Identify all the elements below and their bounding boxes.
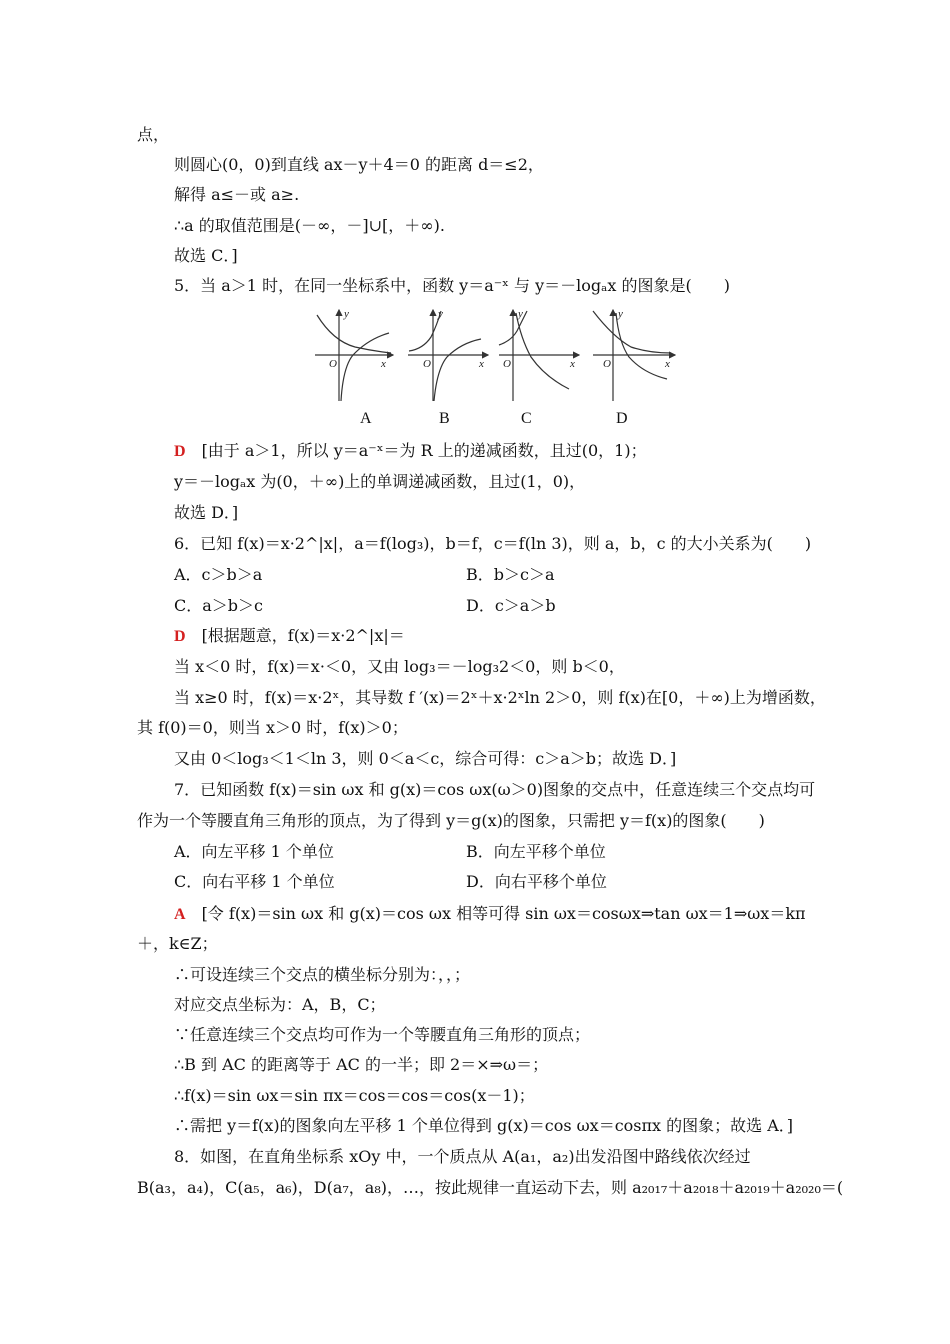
text-line: 又由 0＜log₃＜1＜ln 3，则 0＜a＜c，综合可得：c＞a＞b；故选 D．] xyxy=(174,749,677,768)
text-line: 解得 a≤－或 a≥. xyxy=(174,185,300,204)
origin-label: O xyxy=(329,358,337,370)
axis-label-y: y xyxy=(438,308,443,320)
text-line: 对应交点坐标为：A，B，C； xyxy=(174,995,386,1014)
axis-label-y: y xyxy=(518,308,523,320)
answer-badge: D xyxy=(174,628,186,645)
graph-b xyxy=(408,310,488,401)
text-line: 当 x≥0 时，f(x)＝x·2ˣ，其导数 f ′(x)＝2ˣ＋x·2ˣln 2＞0，则 f(x)在[0，＋∞)上为增函数， xyxy=(174,688,826,707)
axis-label-x: x xyxy=(381,358,386,370)
text-line: 故选 D．] xyxy=(174,503,239,522)
question-6: 6．已知 f(x)＝x·2^|x|，a＝f(log₃)，b＝f，c＝f(ln 3)，则 a，b，c 的大小关系为( ) xyxy=(174,534,812,553)
axis-label-y: y xyxy=(618,308,623,320)
text-line: ∴需把 y＝f(x)的图象向左平移 1 个单位得到 g(x)＝cos ωx＝cosπx 的图象；故选 A．] xyxy=(174,1116,794,1135)
option-c: C．a＞b＞c xyxy=(174,596,263,615)
solution-6: D [根据题意，f(x)＝x·2^|x|＝ xyxy=(174,626,405,645)
graph-label-d: D xyxy=(616,410,628,427)
graph-c xyxy=(499,310,579,401)
origin-label: O xyxy=(503,358,511,370)
origin-label: O xyxy=(423,358,431,370)
option-a: A．向左平移 1 个单位 xyxy=(174,842,334,861)
text-line: ∴a 的取值范围是(－∞，－]∪[，＋∞). xyxy=(174,216,445,235)
text-line: ∴f(x)＝sin ωx＝sin πx＝cos＝cos＝cos(x－1)； xyxy=(174,1086,535,1105)
option-b: B．b＞c＞a xyxy=(466,565,555,584)
text-line: 作为一个等腰直角三角形的顶点，为了得到 y＝g(x)的图象，只需把 y＝f(x)的图象( ) xyxy=(137,811,765,830)
axis-label-x: x xyxy=(665,358,670,370)
graph-label-a: A xyxy=(360,410,372,427)
text-line: 点， xyxy=(137,125,170,144)
solution-7: A [令 f(x)＝sin ωx 和 g(x)＝cos ωx 相等可得 sin ωx＝cosωx⇒tan ωx＝1⇒ωx＝kπ xyxy=(174,904,806,923)
text-line: ∴B 到 AC 的距离等于 AC 的一半；即 2＝×⇒ω＝； xyxy=(174,1055,549,1074)
function-graphs xyxy=(313,307,683,403)
option-b: B．向左平移个单位 xyxy=(466,842,606,861)
option-a: A．c＞b＞a xyxy=(174,565,263,584)
text-line: ∵任意连续三个交点均可作为一个等腰直角三角形的顶点； xyxy=(174,1025,591,1044)
answer-badge: D xyxy=(174,443,186,460)
text-line: 其 f(0)＝0，则当 x＞0 时，f(x)＞0； xyxy=(137,718,408,737)
option-c: C．向右平移 1 个单位 xyxy=(174,872,335,891)
graph-label-b: B xyxy=(439,410,450,427)
text-line: B(a₃，a₄)，C(a₅，a₆)，D(a₇，a₈)，…，按此规律一直运动下去，则 a₂₀₁₇＋a₂₀₁₈＋a₂₀₁₉＋a₂₀₂₀＝( xyxy=(137,1178,844,1197)
question-5: 5．当 a＞1 时，在同一坐标系中，函数 y＝a⁻ˣ 与 y＝－logₐx 的图象是( ) xyxy=(174,276,730,295)
axis-label-x: x xyxy=(570,358,575,370)
text-line: 则圆心(0，0)到直线 ax－y＋4＝0 的距离 d＝≤2， xyxy=(174,155,544,174)
axis-label-y: y xyxy=(344,308,349,320)
text-line: ＋，k∈Z； xyxy=(137,934,218,953)
option-d: D．c＞a＞b xyxy=(466,596,556,615)
text-line: ∴可设连续三个交点的横坐标分别为：，，； xyxy=(174,965,471,984)
question-7: 7．已知函数 f(x)＝sin ωx 和 g(x)＝cos ωx(ω＞0)图象的交点中，任意连续三个交点均可 xyxy=(174,780,816,799)
graph-a xyxy=(315,310,393,401)
solution-5: D [由于 a＞1，所以 y＝a⁻ˣ＝为 R 上的递减函数，且过(0，1)； xyxy=(174,441,647,460)
text-line: y＝－logₐx 为(0，＋∞)上的单调递减函数，且过(1，0)， xyxy=(174,472,586,491)
axis-label-x: x xyxy=(479,358,484,370)
graph-label-c: C xyxy=(521,410,532,427)
answer-badge: A xyxy=(174,906,186,923)
question-8: 8．如图，在直角坐标系 xOy 中，一个质点从 A(a₁，a₂)出发沿图中路线依次经过 xyxy=(174,1147,751,1166)
graph-d xyxy=(593,310,675,401)
origin-label: O xyxy=(603,358,611,370)
text-line: 故选 C．] xyxy=(174,246,238,265)
text-line: 当 x＜0 时，f(x)＝x·＜0，又由 log₃＝－log₃2＜0，则 b＜0， xyxy=(174,657,625,676)
option-d: D．向右平移个单位 xyxy=(466,872,607,891)
